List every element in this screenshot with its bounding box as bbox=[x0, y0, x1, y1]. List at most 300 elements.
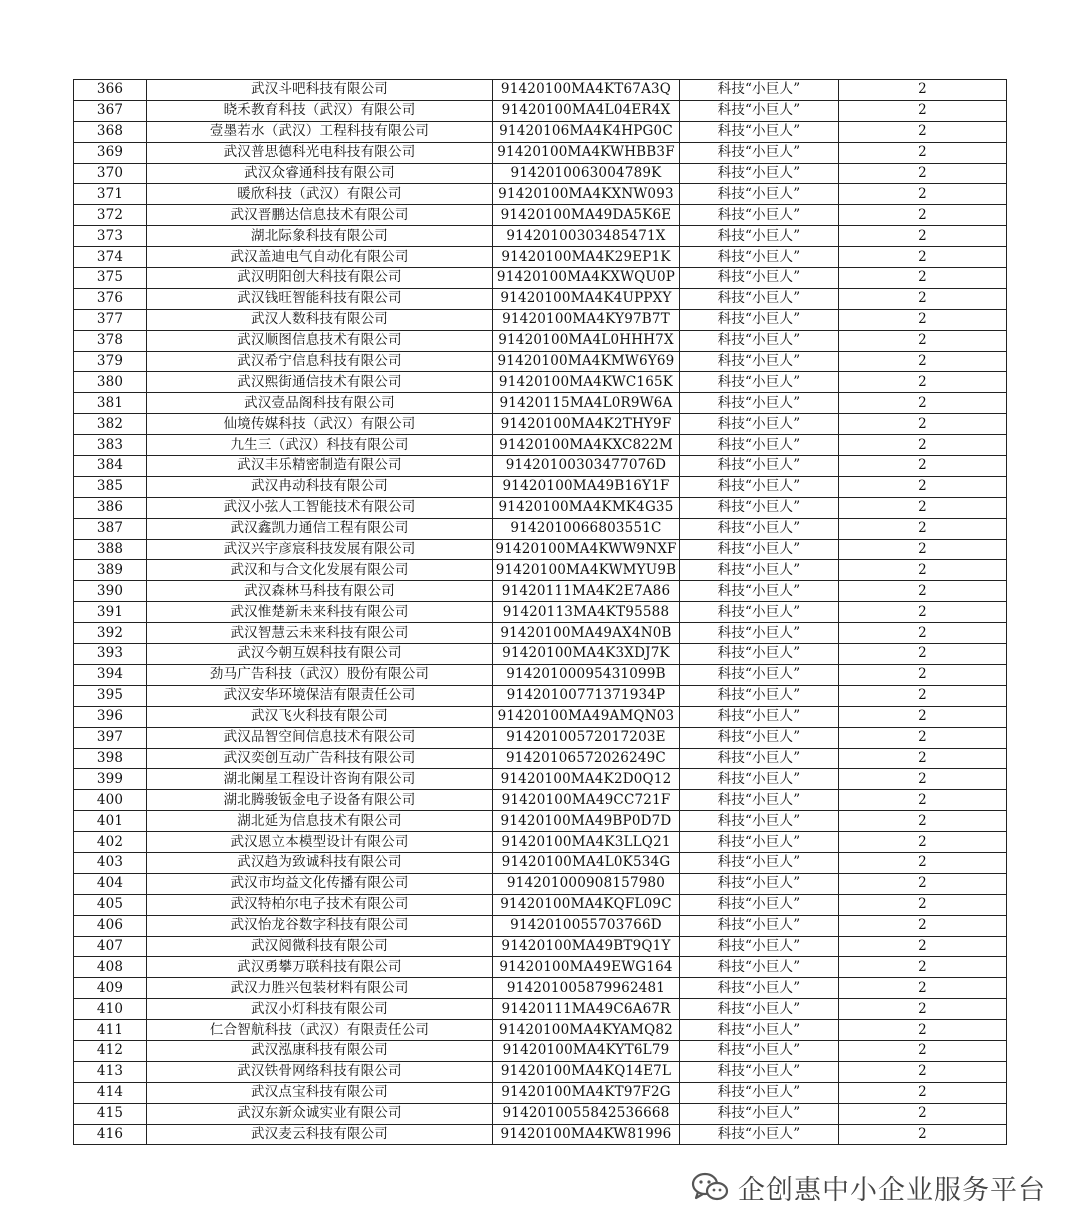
credit-code: 91420100MA49DA5K6E bbox=[493, 205, 680, 226]
row-number: 367 bbox=[74, 100, 147, 121]
category: 科技“小巨人” bbox=[680, 685, 839, 706]
company-name: 湖北际象科技有限公司 bbox=[147, 226, 493, 247]
row-number: 381 bbox=[74, 393, 147, 414]
batch: 2 bbox=[839, 706, 1007, 727]
watermark bbox=[690, 1167, 1046, 1207]
batch: 2 bbox=[839, 1061, 1007, 1082]
table-row bbox=[74, 894, 1007, 915]
table-row bbox=[74, 518, 1007, 539]
table-row bbox=[74, 936, 1007, 957]
row-number: 394 bbox=[74, 664, 147, 685]
table-row bbox=[74, 309, 1007, 330]
credit-code: 91420100MA4KWC165K bbox=[493, 372, 680, 393]
row-number: 395 bbox=[74, 685, 147, 706]
company-name: 武汉小弦人工智能技术有限公司 bbox=[147, 497, 493, 518]
category: 科技“小巨人” bbox=[680, 978, 839, 999]
company-name: 武汉点宝科技有限公司 bbox=[147, 1082, 493, 1103]
category: 科技“小巨人” bbox=[680, 393, 839, 414]
company-name: 武汉泓康科技有限公司 bbox=[147, 1040, 493, 1061]
company-name: 武汉智慧云未来科技有限公司 bbox=[147, 623, 493, 644]
table-row bbox=[74, 288, 1007, 309]
row-number: 409 bbox=[74, 978, 147, 999]
company-name: 武汉人数科技有限公司 bbox=[147, 309, 493, 330]
credit-code: 91420100771371934P bbox=[493, 685, 680, 706]
table-row bbox=[74, 393, 1007, 414]
wechat-icon bbox=[690, 1171, 730, 1203]
batch: 2 bbox=[839, 205, 1007, 226]
table-row bbox=[74, 915, 1007, 936]
company-name: 武汉安华环境保洁有限责任公司 bbox=[147, 685, 493, 706]
table-row bbox=[74, 1103, 1007, 1124]
category: 科技“小巨人” bbox=[680, 602, 839, 623]
category: 科技“小巨人” bbox=[680, 999, 839, 1020]
batch: 2 bbox=[839, 121, 1007, 142]
company-name: 武汉特柏尔电子技术有限公司 bbox=[147, 894, 493, 915]
batch: 2 bbox=[839, 581, 1007, 602]
credit-code: 91420100MA49BT9Q1Y bbox=[493, 936, 680, 957]
table-row bbox=[74, 978, 1007, 999]
batch: 2 bbox=[839, 978, 1007, 999]
batch: 2 bbox=[839, 1103, 1007, 1124]
company-name: 武汉斗吧科技有限公司 bbox=[147, 80, 493, 101]
category: 科技“小巨人” bbox=[680, 873, 839, 894]
row-number: 415 bbox=[74, 1103, 147, 1124]
credit-code: 91420100MA4KWW9NXF bbox=[493, 539, 680, 560]
batch: 2 bbox=[839, 873, 1007, 894]
batch: 2 bbox=[839, 1082, 1007, 1103]
credit-code: 91420100MA49AX4N0B bbox=[493, 623, 680, 644]
category: 科技“小巨人” bbox=[680, 1103, 839, 1124]
row-number: 374 bbox=[74, 247, 147, 268]
company-name: 武汉熙街通信技术有限公司 bbox=[147, 372, 493, 393]
row-number: 401 bbox=[74, 811, 147, 832]
category: 科技“小巨人” bbox=[680, 1082, 839, 1103]
table-row bbox=[74, 163, 1007, 184]
credit-code: 91420100MA4K3XDJ7K bbox=[493, 644, 680, 665]
company-name: 武汉壹品阁科技有限公司 bbox=[147, 393, 493, 414]
credit-code: 91420100MA4KY97B7T bbox=[493, 309, 680, 330]
row-number: 385 bbox=[74, 476, 147, 497]
row-number: 411 bbox=[74, 1020, 147, 1041]
credit-code: 91420100095431099B bbox=[493, 664, 680, 685]
row-number: 405 bbox=[74, 894, 147, 915]
company-name: 武汉市均益文化传播有限公司 bbox=[147, 873, 493, 894]
row-number: 383 bbox=[74, 435, 147, 456]
category: 科技“小巨人” bbox=[680, 100, 839, 121]
category: 科技“小巨人” bbox=[680, 121, 839, 142]
company-name: 武汉明阳创大科技有限公司 bbox=[147, 268, 493, 289]
credit-code: 91420100MA49B16Y1F bbox=[493, 476, 680, 497]
table-row bbox=[74, 226, 1007, 247]
category: 科技“小巨人” bbox=[680, 80, 839, 101]
category: 科技“小巨人” bbox=[680, 1061, 839, 1082]
batch: 2 bbox=[839, 560, 1007, 581]
category: 科技“小巨人” bbox=[680, 727, 839, 748]
category: 科技“小巨人” bbox=[680, 288, 839, 309]
table-row bbox=[74, 80, 1007, 101]
row-number: 373 bbox=[74, 226, 147, 247]
table-row bbox=[74, 727, 1007, 748]
company-table bbox=[73, 79, 1007, 1145]
row-number: 413 bbox=[74, 1061, 147, 1082]
row-number: 389 bbox=[74, 560, 147, 581]
row-number: 393 bbox=[74, 644, 147, 665]
category: 科技“小巨人” bbox=[680, 811, 839, 832]
table-row bbox=[74, 100, 1007, 121]
credit-code: 91420100MA4KMK4G35 bbox=[493, 497, 680, 518]
category: 科技“小巨人” bbox=[680, 309, 839, 330]
credit-code: 91420100303485471X bbox=[493, 226, 680, 247]
credit-code: 91420100MA4K29EP1K bbox=[493, 247, 680, 268]
row-number: 371 bbox=[74, 184, 147, 205]
batch: 2 bbox=[839, 226, 1007, 247]
credit-code: 91420100MA4KQFL09C bbox=[493, 894, 680, 915]
company-name: 武汉奕创互动广告科技有限公司 bbox=[147, 748, 493, 769]
credit-code: 91420100572017203E bbox=[493, 727, 680, 748]
batch: 2 bbox=[839, 894, 1007, 915]
category: 科技“小巨人” bbox=[680, 435, 839, 456]
company-name: 武汉力胜兴包装材料有限公司 bbox=[147, 978, 493, 999]
row-number: 375 bbox=[74, 268, 147, 289]
table-row bbox=[74, 456, 1007, 477]
category: 科技“小巨人” bbox=[680, 539, 839, 560]
table-row bbox=[74, 121, 1007, 142]
batch: 2 bbox=[839, 957, 1007, 978]
credit-code: 91420100MA4K3LLQ21 bbox=[493, 832, 680, 853]
category: 科技“小巨人” bbox=[680, 915, 839, 936]
category: 科技“小巨人” bbox=[680, 414, 839, 435]
row-number: 397 bbox=[74, 727, 147, 748]
category: 科技“小巨人” bbox=[680, 832, 839, 853]
row-number: 377 bbox=[74, 309, 147, 330]
credit-code: 9142010063004789K bbox=[493, 163, 680, 184]
batch: 2 bbox=[839, 393, 1007, 414]
batch: 2 bbox=[839, 685, 1007, 706]
credit-code: 91420115MA4L0R9W6A bbox=[493, 393, 680, 414]
table-row bbox=[74, 414, 1007, 435]
row-number: 368 bbox=[74, 121, 147, 142]
table-row bbox=[74, 852, 1007, 873]
table-row bbox=[74, 644, 1007, 665]
row-number: 376 bbox=[74, 288, 147, 309]
batch: 2 bbox=[839, 372, 1007, 393]
batch: 2 bbox=[839, 163, 1007, 184]
batch: 2 bbox=[839, 623, 1007, 644]
company-name: 武汉鑫凯力通信工程有限公司 bbox=[147, 518, 493, 539]
credit-code: 91420100MA4L0HHH7X bbox=[493, 330, 680, 351]
table-row bbox=[74, 685, 1007, 706]
category: 科技“小巨人” bbox=[680, 1124, 839, 1145]
batch: 2 bbox=[839, 936, 1007, 957]
table-row bbox=[74, 1082, 1007, 1103]
row-number: 402 bbox=[74, 832, 147, 853]
category: 科技“小巨人” bbox=[680, 957, 839, 978]
row-number: 396 bbox=[74, 706, 147, 727]
row-number: 416 bbox=[74, 1124, 147, 1145]
category: 科技“小巨人” bbox=[680, 142, 839, 163]
credit-code: 91420106572026249C bbox=[493, 748, 680, 769]
batch: 2 bbox=[839, 247, 1007, 268]
company-name: 武汉普思德科光电科技有限公司 bbox=[147, 142, 493, 163]
category: 科技“小巨人” bbox=[680, 476, 839, 497]
batch: 2 bbox=[839, 811, 1007, 832]
company-name: 武汉小灯科技有限公司 bbox=[147, 999, 493, 1020]
table-row bbox=[74, 811, 1007, 832]
row-number: 382 bbox=[74, 414, 147, 435]
category: 科技“小巨人” bbox=[680, 268, 839, 289]
credit-code: 91420100MA4KXNW093 bbox=[493, 184, 680, 205]
category: 科技“小巨人” bbox=[680, 372, 839, 393]
company-name: 武汉和与合文化发展有限公司 bbox=[147, 560, 493, 581]
batch: 2 bbox=[839, 288, 1007, 309]
credit-code: 91420100MA4KQ14E7L bbox=[493, 1061, 680, 1082]
credit-code: 91420100MA4KT67A3Q bbox=[493, 80, 680, 101]
batch: 2 bbox=[839, 602, 1007, 623]
company-name: 武汉盖迪电气自动化有限公司 bbox=[147, 247, 493, 268]
batch: 2 bbox=[839, 351, 1007, 372]
company-name: 武汉勇攀万联科技有限公司 bbox=[147, 957, 493, 978]
category: 科技“小巨人” bbox=[680, 1040, 839, 1061]
credit-code: 914201005879962481 bbox=[493, 978, 680, 999]
row-number: 407 bbox=[74, 936, 147, 957]
table-row bbox=[74, 351, 1007, 372]
category: 科技“小巨人” bbox=[680, 1020, 839, 1041]
table-row bbox=[74, 581, 1007, 602]
company-name: 武汉丰乐精密制造有限公司 bbox=[147, 456, 493, 477]
company-name: 武汉飞火科技有限公司 bbox=[147, 706, 493, 727]
batch: 2 bbox=[839, 1020, 1007, 1041]
credit-code: 91420100303477076D bbox=[493, 456, 680, 477]
table-row bbox=[74, 1061, 1007, 1082]
company-name: 武汉众睿通科技有限公司 bbox=[147, 163, 493, 184]
category: 科技“小巨人” bbox=[680, 518, 839, 539]
row-number: 370 bbox=[74, 163, 147, 184]
company-name: 武汉惟楚新未来科技有限公司 bbox=[147, 602, 493, 623]
company-name: 武汉今朝互娱科技有限公司 bbox=[147, 644, 493, 665]
category: 科技“小巨人” bbox=[680, 644, 839, 665]
table-row bbox=[74, 184, 1007, 205]
category: 科技“小巨人” bbox=[680, 330, 839, 351]
table-row bbox=[74, 832, 1007, 853]
company-name: 武汉恩立本模型设计有限公司 bbox=[147, 832, 493, 853]
row-number: 398 bbox=[74, 748, 147, 769]
credit-code: 91420100MA49CC721F bbox=[493, 790, 680, 811]
company-name: 武汉阅微科技有限公司 bbox=[147, 936, 493, 957]
category: 科技“小巨人” bbox=[680, 497, 839, 518]
table-row bbox=[74, 435, 1007, 456]
table-row bbox=[74, 1020, 1007, 1041]
category: 科技“小巨人” bbox=[680, 247, 839, 268]
credit-code: 91420100MA4L04ER4X bbox=[493, 100, 680, 121]
category: 科技“小巨人” bbox=[680, 706, 839, 727]
credit-code: 91420100MA49EWG164 bbox=[493, 957, 680, 978]
credit-code: 91420100MA4KT97F2G bbox=[493, 1082, 680, 1103]
company-name: 武汉希宁信息科技有限公司 bbox=[147, 351, 493, 372]
table-row bbox=[74, 497, 1007, 518]
category: 科技“小巨人” bbox=[680, 184, 839, 205]
batch: 2 bbox=[839, 456, 1007, 477]
company-name: 武汉兴宇彦宸科技发展有限公司 bbox=[147, 539, 493, 560]
batch: 2 bbox=[839, 80, 1007, 101]
category: 科技“小巨人” bbox=[680, 769, 839, 790]
batch: 2 bbox=[839, 539, 1007, 560]
table-row bbox=[74, 205, 1007, 226]
row-number: 408 bbox=[74, 957, 147, 978]
table-row bbox=[74, 957, 1007, 978]
category: 科技“小巨人” bbox=[680, 748, 839, 769]
credit-code: 9142010055842536668 bbox=[493, 1103, 680, 1124]
company-name: 晓禾教育科技（武汉）有限公司 bbox=[147, 100, 493, 121]
company-table-body bbox=[74, 80, 1007, 1145]
company-name: 劲马广告科技（武汉）股份有限公司 bbox=[147, 664, 493, 685]
credit-code: 91420100MA4L0K534G bbox=[493, 852, 680, 873]
category: 科技“小巨人” bbox=[680, 205, 839, 226]
table-row bbox=[74, 476, 1007, 497]
row-number: 414 bbox=[74, 1082, 147, 1103]
row-number: 403 bbox=[74, 852, 147, 873]
table-row bbox=[74, 560, 1007, 581]
table-row bbox=[74, 268, 1007, 289]
row-number: 372 bbox=[74, 205, 147, 226]
company-name: 武汉品智空间信息技术有限公司 bbox=[147, 727, 493, 748]
batch: 2 bbox=[839, 1040, 1007, 1061]
company-name: 武汉怡龙谷数字科技有限公司 bbox=[147, 915, 493, 936]
table-row bbox=[74, 769, 1007, 790]
credit-code: 91420100MA49BP0D7D bbox=[493, 811, 680, 832]
company-name: 武汉冉动科技有限公司 bbox=[147, 476, 493, 497]
credit-code: 91420100MA49AMQN03 bbox=[493, 706, 680, 727]
category: 科技“小巨人” bbox=[680, 852, 839, 873]
category: 科技“小巨人” bbox=[680, 623, 839, 644]
credit-code: 91420100MA4KWMYU9B bbox=[493, 560, 680, 581]
row-number: 412 bbox=[74, 1040, 147, 1061]
batch: 2 bbox=[839, 664, 1007, 685]
category: 科技“小巨人” bbox=[680, 790, 839, 811]
company-name: 暖欣科技（武汉）有限公司 bbox=[147, 184, 493, 205]
company-name: 武汉森林马科技有限公司 bbox=[147, 581, 493, 602]
category: 科技“小巨人” bbox=[680, 163, 839, 184]
credit-code: 91420100MA4KMW6Y69 bbox=[493, 351, 680, 372]
table-row bbox=[74, 539, 1007, 560]
table-row bbox=[74, 999, 1007, 1020]
company-name: 仙境传媒科技（武汉）有限公司 bbox=[147, 414, 493, 435]
row-number: 399 bbox=[74, 769, 147, 790]
batch: 2 bbox=[839, 309, 1007, 330]
company-name: 湖北腾骏钣金电子设备有限公司 bbox=[147, 790, 493, 811]
row-number: 391 bbox=[74, 602, 147, 623]
row-number: 392 bbox=[74, 623, 147, 644]
company-name: 武汉麦云科技有限公司 bbox=[147, 1124, 493, 1145]
table-row bbox=[74, 664, 1007, 685]
row-number: 387 bbox=[74, 518, 147, 539]
table-row bbox=[74, 247, 1007, 268]
row-number: 386 bbox=[74, 497, 147, 518]
category: 科技“小巨人” bbox=[680, 560, 839, 581]
batch: 2 bbox=[839, 790, 1007, 811]
company-name: 武汉趋为致诚科技有限公司 bbox=[147, 852, 493, 873]
row-number: 380 bbox=[74, 372, 147, 393]
row-number: 384 bbox=[74, 456, 147, 477]
category: 科技“小巨人” bbox=[680, 456, 839, 477]
batch: 2 bbox=[839, 832, 1007, 853]
table-row bbox=[74, 142, 1007, 163]
batch: 2 bbox=[839, 727, 1007, 748]
credit-code: 9142010055703766D bbox=[493, 915, 680, 936]
row-number: 406 bbox=[74, 915, 147, 936]
batch: 2 bbox=[839, 184, 1007, 205]
batch: 2 bbox=[839, 1124, 1007, 1145]
row-number: 366 bbox=[74, 80, 147, 101]
category: 科技“小巨人” bbox=[680, 664, 839, 685]
batch: 2 bbox=[839, 330, 1007, 351]
row-number: 390 bbox=[74, 581, 147, 602]
credit-code: 91420100MA4K2THY9F bbox=[493, 414, 680, 435]
credit-code: 91420111MA4K2E7A86 bbox=[493, 581, 680, 602]
category: 科技“小巨人” bbox=[680, 894, 839, 915]
table-row bbox=[74, 372, 1007, 393]
company-name: 九生三（武汉）科技有限公司 bbox=[147, 435, 493, 456]
table-row bbox=[74, 706, 1007, 727]
credit-code: 91420100MA4K2D0Q12 bbox=[493, 769, 680, 790]
table-row bbox=[74, 1124, 1007, 1145]
company-name: 武汉钱旺智能科技有限公司 bbox=[147, 288, 493, 309]
credit-code: 91420106MA4K4HPG0C bbox=[493, 121, 680, 142]
company-name: 湖北阑星工程设计咨询有限公司 bbox=[147, 769, 493, 790]
category: 科技“小巨人” bbox=[680, 936, 839, 957]
row-number: 400 bbox=[74, 790, 147, 811]
batch: 2 bbox=[839, 518, 1007, 539]
category: 科技“小巨人” bbox=[680, 581, 839, 602]
company-name: 湖北延为信息技术有限公司 bbox=[147, 811, 493, 832]
row-number: 379 bbox=[74, 351, 147, 372]
batch: 2 bbox=[839, 497, 1007, 518]
watermark-text: 企创惠中小企业服务平台 bbox=[738, 1174, 1046, 1206]
row-number: 404 bbox=[74, 873, 147, 894]
batch: 2 bbox=[839, 915, 1007, 936]
table-row bbox=[74, 602, 1007, 623]
row-number: 369 bbox=[74, 142, 147, 163]
credit-code: 91420100MA4KYAMQ82 bbox=[493, 1020, 680, 1041]
category: 科技“小巨人” bbox=[680, 351, 839, 372]
batch: 2 bbox=[839, 852, 1007, 873]
credit-code: 91420100MA4KWHBB3F bbox=[493, 142, 680, 163]
credit-code: 91420100MA4KXWQU0P bbox=[493, 268, 680, 289]
table-row bbox=[74, 1040, 1007, 1061]
row-number: 388 bbox=[74, 539, 147, 560]
batch: 2 bbox=[839, 142, 1007, 163]
table-row bbox=[74, 330, 1007, 351]
batch: 2 bbox=[839, 476, 1007, 497]
company-name: 壹墨若水（武汉）工程科技有限公司 bbox=[147, 121, 493, 142]
table-row bbox=[74, 873, 1007, 894]
company-name: 武汉顺图信息技术有限公司 bbox=[147, 330, 493, 351]
company-list-sheet bbox=[73, 79, 1006, 1145]
batch: 2 bbox=[839, 268, 1007, 289]
credit-code: 91420113MA4KT95588 bbox=[493, 602, 680, 623]
batch: 2 bbox=[839, 999, 1007, 1020]
credit-code: 91420100MA4KW81996 bbox=[493, 1124, 680, 1145]
credit-code: 9142010066803551C bbox=[493, 518, 680, 539]
credit-code: 914201000908157980 bbox=[493, 873, 680, 894]
credit-code: 91420111MA49C6A67R bbox=[493, 999, 680, 1020]
batch: 2 bbox=[839, 414, 1007, 435]
table-row bbox=[74, 790, 1007, 811]
batch: 2 bbox=[839, 644, 1007, 665]
credit-code: 91420100MA4K4UPPXY bbox=[493, 288, 680, 309]
company-name: 武汉东新众诚实业有限公司 bbox=[147, 1103, 493, 1124]
company-name: 仁合智航科技（武汉）有限责任公司 bbox=[147, 1020, 493, 1041]
table-row bbox=[74, 623, 1007, 644]
